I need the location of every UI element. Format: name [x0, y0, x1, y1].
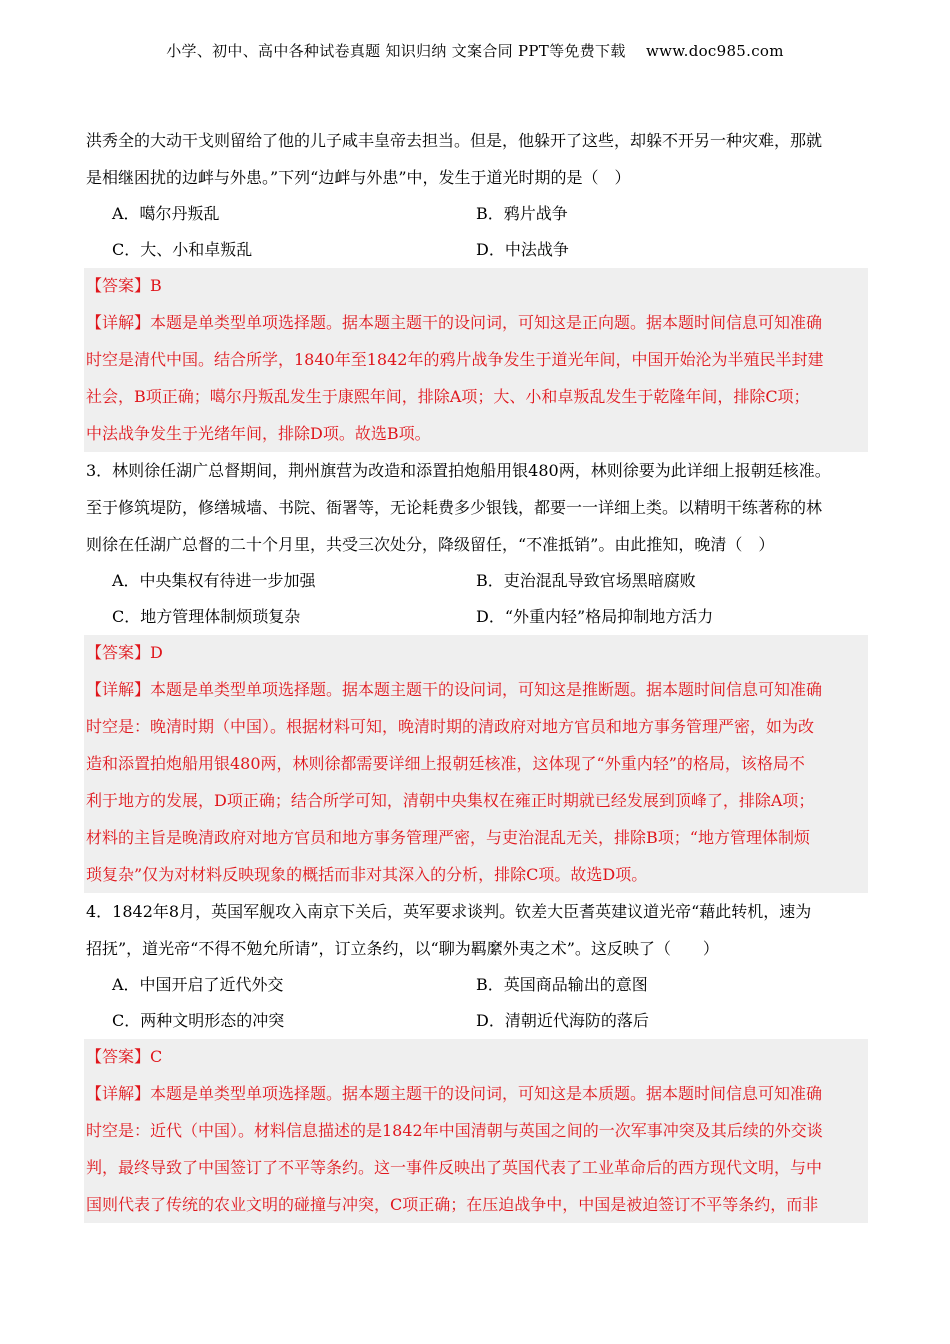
- question-2: [86, 122, 866, 452]
- options-row: [86, 232, 866, 268]
- question-text-line: 洪秀全的大动干戈则留给了他的儿子咸丰皇帝去担当。但是，他躲开了这些，却躲不开另一种灾难，那就: [86, 131, 823, 150]
- detail-line: 时空是清代中国。结合所学，1840年至1842年的鸦片战争发生于道光年间，中国开始沦为半殖民半封建: [86, 350, 824, 369]
- option-c: C．大、小和卓叛乱: [112, 240, 253, 259]
- detail-line: 【详解】本题是单类型单项选择题。据本题主题干的设问词，可知这是正向题。据本题时间信息可知准确: [86, 313, 823, 332]
- document-body: [86, 122, 866, 1223]
- question-text-line: 是相继困扰的边衅与外患。”下列“边衅与外患”中，发生于道光时期的是（ ）: [86, 168, 631, 187]
- option-d: D．清朝近代海防的落后: [476, 1011, 649, 1030]
- option-d: D．“外重内轻”格局抑制地方活力: [476, 607, 714, 626]
- answer-label: 【答案】B: [86, 276, 162, 295]
- detail-line: 判，最终导致了中国签订了不平等条约。这一事件反映出了英国代表了工业革命后的西方现代文明，与中: [86, 1158, 823, 1177]
- detail-line: 利于地方的发展，D项正确；结合所学可知，清朝中央集权在雍正时期就已经发展到顶峰了，排除A项；: [86, 791, 815, 810]
- options-row: [86, 1003, 866, 1039]
- detail-line: 国则代表了传统的农业文明的碰撞与冲突，C项正确；在压迫战争中，中国是被迫签订不平等条约，而非: [86, 1195, 819, 1214]
- option-b: B．英国商品输出的意图: [476, 975, 648, 994]
- option-c: C．两种文明形态的冲突: [112, 1011, 285, 1030]
- question-text-line: 则徐在任湖广总督的二十个月里，共受三次处分，降级留任，“不准抵销”。由此推知，晚清（ ）: [86, 535, 775, 554]
- detail-line: 琐复杂”仅为对材料反映现象的概括而非对其深入的分析，排除C项。故选D项。: [86, 865, 648, 884]
- question-3: [86, 452, 866, 893]
- detail-line: 中法战争发生于光绪年间，排除D项。故选B项。: [86, 424, 431, 443]
- detail-line: 材料的主旨是晚清政府对地方官员和地方事务管理严密，与吏治混乱无关，排除B项；“地方管理体制烦: [86, 828, 810, 847]
- detail-line: 时空是：近代（中国）。材料信息描述的是1842年中国清朝与英国之间的一次军事冲突及其后续的外交谈: [86, 1121, 823, 1140]
- question-text-line: 3．林则徐任湖广总督期间，荆州旗营为改造和添置拍炮船用银480两，林则徐要为此详细上报朝廷核准。: [86, 461, 831, 480]
- option-a: A．中国开启了近代外交: [112, 975, 284, 994]
- option-b: B．鸦片战争: [476, 204, 568, 223]
- option-a: A．中央集权有待进一步加强: [112, 571, 316, 590]
- answer-label: 【答案】D: [86, 643, 163, 662]
- answer-block: [84, 635, 868, 893]
- option-b: B．吏治混乱导致官场黑暗腐败: [476, 571, 696, 590]
- detail-line: 造和添置拍炮船用银480两，林则徐都需要详细上报朝廷核准，这体现了“外重内轻”的格局，该格局不: [86, 754, 805, 773]
- detail-line: 【详解】本题是单类型单项选择题。据本题主题干的设问词，可知这是本质题。据本题时间信息可知准确: [86, 1084, 823, 1103]
- question-text-line: 招抚”，道光帝“不得不勉允所请”，订立条约，以“聊为羁縻外夷之术”。这反映了（ ）: [86, 939, 719, 958]
- question-4: [86, 893, 866, 1223]
- answer-block: [84, 268, 868, 452]
- detail-line: 时空是：晚清时期（中国）。根据材料可知，晚清时期的清政府对地方官员和地方事务管理严密，如为改: [86, 717, 815, 736]
- detail-line: 【详解】本题是单类型单项选择题。据本题主题干的设问词，可知这是推断题。据本题时间信息可知准确: [86, 680, 823, 699]
- options-row: [86, 967, 866, 1003]
- answer-block: [84, 1039, 868, 1223]
- option-d: D．中法战争: [476, 240, 569, 259]
- answer-label: 【答案】C: [86, 1047, 163, 1066]
- option-c: C．地方管理体制烦琐复杂: [112, 607, 301, 626]
- page-header: 小学、初中、高中各种试卷真题 知识归纳 文案合同 PPT等免费下载 www.doc985.com: [166, 42, 784, 60]
- question-text-line: 至于修筑堤防，修缮城墙、书院、衙署等，无论耗费多少银钱，都要一一详细上类。以精明干练著称的林: [86, 498, 823, 517]
- options-row: [86, 196, 866, 232]
- option-a: A．噶尔丹叛乱: [112, 204, 220, 223]
- options-row: [86, 599, 866, 635]
- options-row: [86, 563, 866, 599]
- detail-line: 社会，B项正确；噶尔丹叛乱发生于康熙年间，排除A项；大、小和卓叛乱发生于乾隆年间，排除C项；: [86, 387, 810, 406]
- question-text-line: 4．1842年8月，英国军舰攻入南京下关后，英军要求谈判。钦差大臣耆英建议道光帝“藉此转机，速为: [86, 902, 812, 921]
